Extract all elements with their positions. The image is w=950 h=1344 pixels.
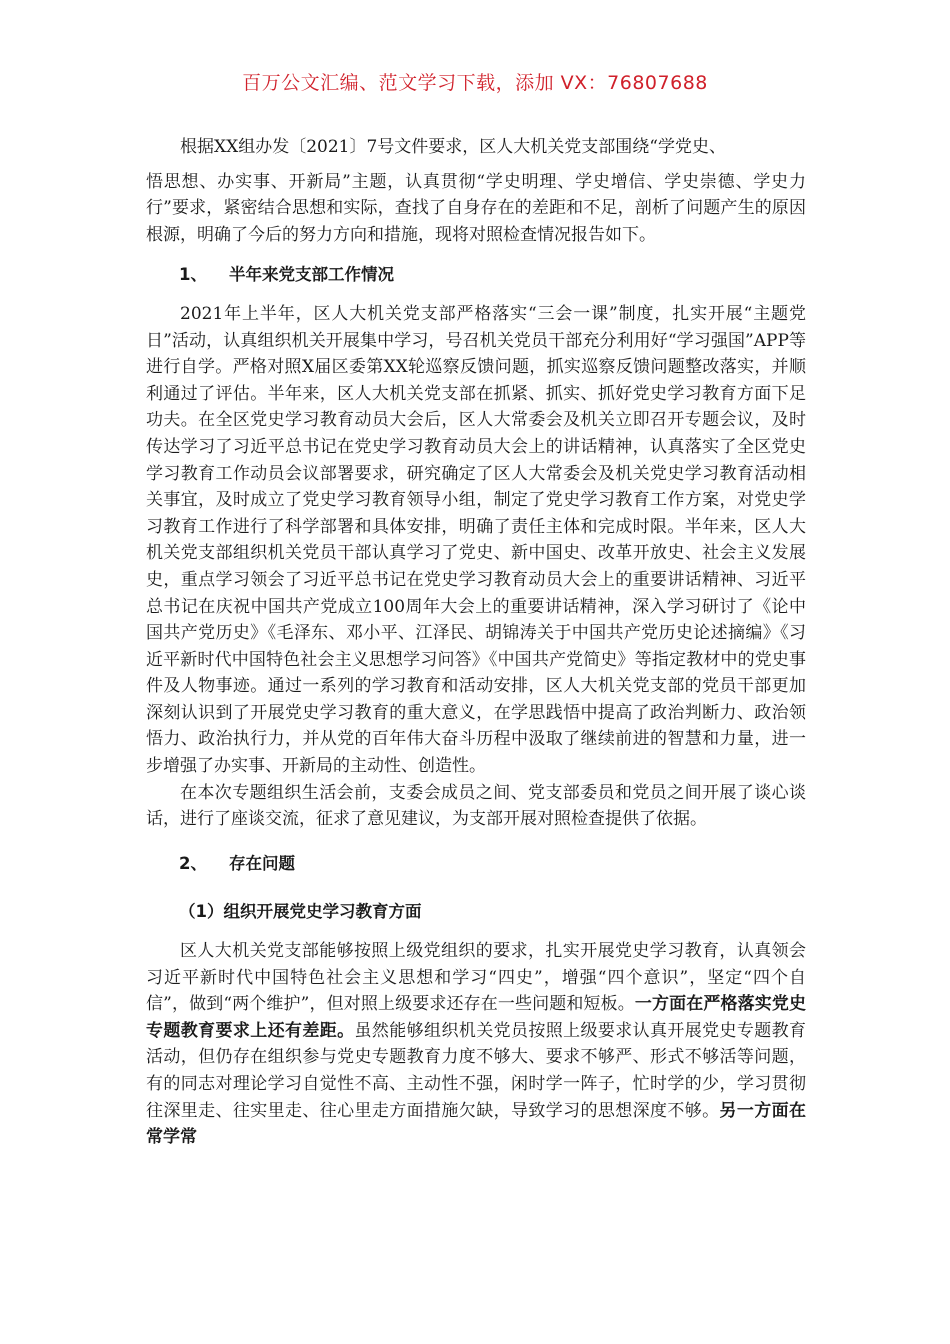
intro-rest: 悟思想、办实事、开新局”主题，认真贯彻“学史明理、学史增信、学史崇德、学史力行”要求，紧密结合思想和实际，查找了自身存在的差距和不足，剖析了问题产生的原因根源，明确了今后的努力方向和措施，现将对照检查情况报告如下。 bbox=[146, 171, 806, 245]
section-1-paragraph-1: 2021年上半年，区人大机关党支部严格落实“三会一课”制度，扎实开展“主题党日”活动，认真组织机关开展集中学习，号召机关党员干部充分利用好“学习强国”APP等进行自学。严格对照X届区委第XX轮巡察反馈问题，抓实巡察反馈问题整改落实，并顺利通过了评估。半年来，区人大机关党支部在抓紧、抓实、抓好党史学习教育方面下足功夫。在全区党史学习教育动员大会后，区人大常委会及机关立即召开专题会议，及时传达学习了习近平总书记在党史学习教育动员大会上的讲话精神，认真落实了全区党史学习教育工作动员会议部署要求，研究确定了区人大常委会及机关党史学习教育活动相关事宜，及时成立了党史学习教育领导小组，制定了党史学习教育工作方案，对党史学习教育工作进行了科学部署和具体安排，明确了责任主体和完成时限。半年来，区人大机关党支部组织机关党员干部认真学习了党史、新中国史、改革开放史、社会主义发展史，重点学习领会了习近平总书记在党史学习教育动员大会上的重要讲话精神、习近平总书记在庆祝中国共产党成立100周年大会上的重要讲话精神，深入学习研讨了《论中国共产党历史》《毛泽东、邓小平、江泽民、胡锦涛关于中国共产党历史论述摘编》《习近平新时代中国特色社会主义思想学习问答》《中国共产党简史》等指定教材中的党史事件及人物事迹。通过一系列的学习教育和活动安排，区人大机关党支部的党员干部更加深刻认识到了开展党史学习教育的重大意义，在学思践悟中提高了政治判断力、政治领悟力、政治执行力，并从党的百年伟大奋斗历程中汲取了继续前进的智慧和力量，进一步增强了办实事、开新局的主动性、创造性。 bbox=[146, 303, 806, 777]
document-body bbox=[146, 134, 806, 1151]
subsection-1-paragraph bbox=[146, 938, 806, 1151]
intro-first-line: 根据XX组办发〔2021〕7号文件要求，区人大机关党支部围绕“学党史、 bbox=[180, 137, 726, 157]
subsection-1-text-b: 虽然能够组织机关党员按照上级要求认真开展党史专题教育活动，但仍存在组织参与党史专题教育力度不够大、要求不够严、形式不够活等问题，有的同志对理论学习自觉性不高、主动性不强，闲时学一阵子，忙时学的少，学习贯彻往深里走、往实里走、往心里走方面措施欠缺，导致学习的思想深度不够。 bbox=[146, 1020, 807, 1121]
section-2-title: 存在问题 bbox=[228, 853, 295, 873]
section-1-number: 1、 bbox=[179, 265, 207, 285]
intro-paragraph bbox=[146, 134, 806, 248]
header-banner: 百万公文汇编、范文学习下载，添加 VX：76807688 bbox=[242, 72, 708, 94]
section-1-heading bbox=[146, 262, 806, 289]
subsection-1-bold-b: 另一方面在常学常 bbox=[146, 1100, 807, 1148]
section-2-heading bbox=[146, 851, 806, 878]
section-2-number: 2、 bbox=[179, 853, 207, 873]
subsection-1-bold-a: 一方面在严格落实党史专题教育要求上还有差距。 bbox=[146, 994, 806, 1041]
section-1-paragraph-2: 在本次专题组织生活会前，支委会成员之间、党支部委员和党员之间开展了谈心谈话，进行了座谈交流，征求了意见建议，为支部开展对照检查提供了依据。 bbox=[146, 782, 806, 830]
subsection-1-heading: （1）组织开展党史学习教育方面 bbox=[179, 902, 422, 922]
section-1-title: 半年来党支部工作情况 bbox=[228, 265, 394, 285]
subsection-1-text-a: 区人大机关党支部能够按照上级党组织的要求，扎实开展党史学习教育，认真领会习近平新时代中国特色社会主义思想和学习“四史”，增强“四个意识”，坚定“四个自信”，做到“两个维护”，但对照上级要求还存在一些问题和短板。 bbox=[146, 941, 806, 1015]
